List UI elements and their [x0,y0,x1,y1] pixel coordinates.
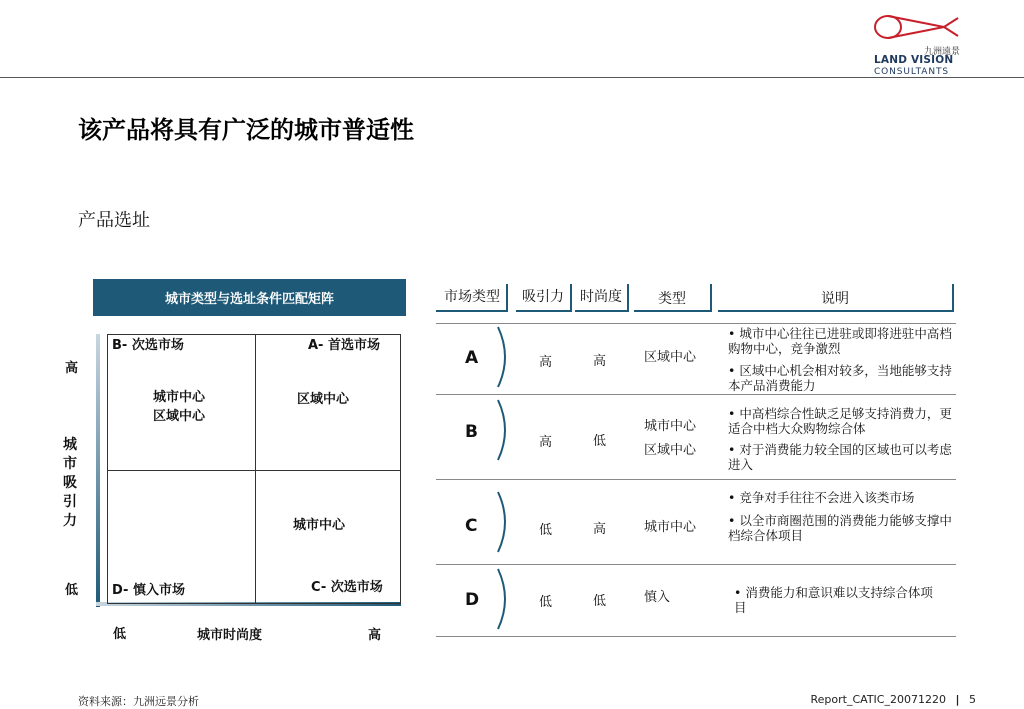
row-b-chevron-icon [496,398,514,462]
quadrant-b-content-2: 区域中心 [153,409,206,424]
header-market-type: 市场类型 [444,289,500,305]
company-logo [858,8,974,78]
row-b-note-2-text: 对于消费能力较全国的区域也可以考虑进入 [728,442,952,472]
logo-mark-icon [872,12,960,42]
y-axis-title-char: 城 [63,437,77,453]
header-bracket [516,284,572,312]
row-c-fashion: 高 [593,522,607,537]
header-bracket [634,284,712,312]
y-axis-title-char: 市 [63,456,77,472]
quadrant-c-content: 城市中心 [293,518,346,533]
row-b-fashion: 低 [593,434,607,449]
row-c-note-2: • 以全市商圈范围的消费能力能够支撑中档综合体项目 [728,513,952,543]
quadrant-a-label: A- 首选市场 [308,338,380,353]
logo-line2: CONSULTANTS [874,67,949,77]
footer-separator: | [955,693,960,706]
row-b-note-1: • 中高档综合性缺乏足够支持消费力，更适合中档大众购物综合体 [728,406,952,436]
row-c-type: 城市中心 [644,520,697,535]
quadrant-c-label: C- 次选市场 [311,580,383,595]
row-c-note-1: • 竞争对手往往不会进入该类市场 [728,490,915,505]
row-a-type: 区域中心 [644,350,697,365]
footer-page-number: 5 [969,693,976,706]
row-a-letter: A [465,348,479,368]
row-b-note-2: • 对于消费能力较全国的区域也可以考虑进入 [728,442,952,472]
x-axis-title: 城市时尚度 [197,628,263,643]
header-bracket [436,284,508,312]
quadrant-d-label: D- 慎入市场 [112,583,185,598]
logo-line1: LAND VISION [874,54,954,66]
header-bracket [575,284,629,312]
row-a-fashion: 高 [593,354,607,369]
y-axis-title-char: 力 [63,513,77,529]
header-type: 类型 [658,291,686,307]
matrix-header: 城市类型与选址条件匹配矩阵 [93,279,406,316]
footer-source: 资料来源：九洲远景分析 [78,695,199,708]
y-axis-low-label: 低 [65,583,79,598]
x-axis-high-label: 高 [368,628,382,643]
row-b-type-2: 区域中心 [644,443,697,458]
y-axis-high-label: 高 [65,361,79,376]
header-bracket [718,284,954,312]
row-divider [436,564,956,565]
row-a-attraction: 高 [539,355,553,370]
quadrant-a-content: 区域中心 [297,392,350,407]
y-axis-title-char: 吸 [63,475,77,491]
row-divider [436,479,956,480]
page-title: 该产品将具有广泛的城市普适性 [78,116,414,144]
row-b-attraction: 高 [539,435,553,450]
row-c-letter: C [465,516,478,536]
row-a-note-1-text: 城市中心往往已进驻或即将进驻中高档购物中心，竞争激烈 [728,326,952,356]
matrix-horizontal-divider [108,470,400,471]
row-divider [436,323,956,324]
row-d-type: 慎入 [644,590,671,605]
row-d-letter: D [465,590,480,610]
quadrant-b-label: B- 次选市场 [112,338,184,353]
logo-chinese-name: 九洲遠景 [923,47,960,57]
row-b-note-1-text: 中高档综合性缺乏足够支持消费力，更适合中档大众购物综合体 [728,406,952,436]
row-d-chevron-icon [496,567,514,631]
row-d-attraction: 低 [539,595,553,610]
row-divider [436,394,956,395]
row-d-note-1-text: 消费能力和意识难以支持综合体项目 [734,585,933,615]
row-divider [436,636,956,637]
row-a-note-1: • 城市中心往往已进驻或即将进驻中高档购物中心，竞争激烈 [728,326,952,356]
selection-matrix [107,334,401,604]
row-c-note-2-text: 以全市商圈范围的消费能力能够支撑中档综合体项目 [728,513,952,543]
row-d-note-1: • 消费能力和意识难以支持综合体项目 [734,585,933,615]
row-c-note-1-text: 竞争对手往往不会进入该类市场 [739,490,915,505]
row-a-note-2: • 区域中心机会相对较多，当地能够支持本产品消费能力 [728,363,952,393]
row-d-fashion: 低 [593,594,607,609]
row-c-attraction: 低 [539,523,553,538]
row-b-type-1: 城市中心 [644,419,697,434]
row-b-letter: B [465,422,478,442]
x-axis-low-label: 低 [113,627,127,642]
y-axis-title [62,436,78,531]
header-attraction: 吸引力 [522,289,564,305]
y-axis-arrow [96,334,100,607]
row-a-note-2-text: 区域中心机会相对较多，当地能够支持本产品消费能力 [728,363,952,393]
quadrant-b-content-1: 城市中心 [153,390,206,405]
row-c-chevron-icon [496,490,514,554]
footer-report-id: Report_CATIC_20071220 [810,693,946,706]
header-notes: 说明 [821,291,849,307]
matrix-vertical-divider [255,335,256,603]
footer-report [811,693,976,706]
header-fashion: 时尚度 [580,289,622,305]
row-a-chevron-icon [496,325,514,389]
section-subtitle: 产品选址 [78,210,150,231]
y-axis-title-char: 引 [63,494,77,510]
